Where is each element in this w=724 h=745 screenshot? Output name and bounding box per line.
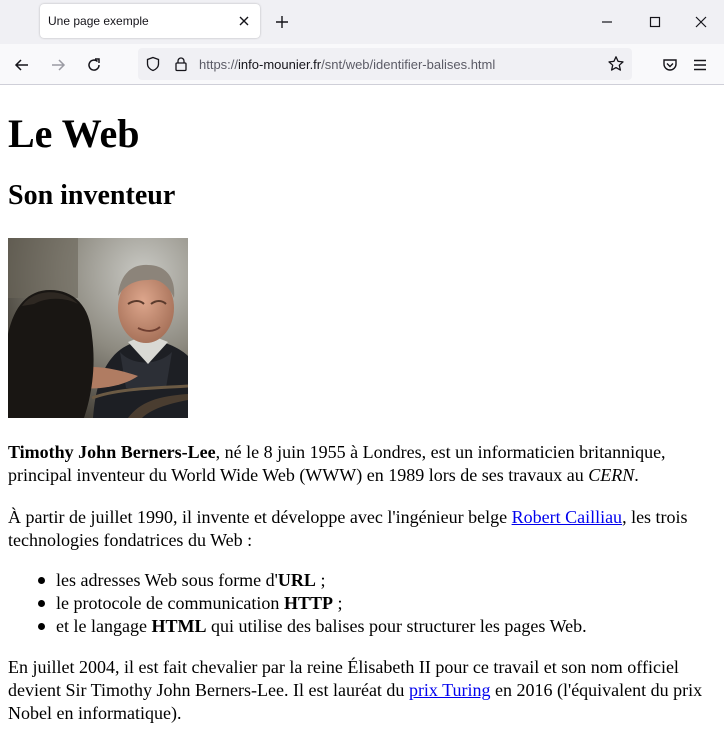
bio-text: , né le 8 juin 1955 à Londres, est un informaticien britannique, principal inventeur du World Wide Web (WWW) en 1989 lors de ses travaux au bbox=[8, 442, 666, 485]
person-name: Timothy John Berners-Lee bbox=[8, 442, 216, 462]
tab-title: Une page exemple bbox=[48, 14, 149, 28]
url-host: info-mounier.fr bbox=[238, 57, 322, 72]
list-item-end: ; bbox=[332, 593, 343, 613]
address-bar[interactable] bbox=[138, 48, 632, 80]
close-window-icon[interactable] bbox=[693, 14, 709, 30]
list-item bbox=[8, 592, 587, 615]
tech-intro: À partir de juillet 1990, il invente et développe avec l'ingénieur belge bbox=[8, 507, 512, 527]
close-tab-icon[interactable] bbox=[236, 13, 252, 29]
url-path: /snt/web/identifier-balises.html bbox=[321, 57, 496, 72]
technologies-list bbox=[8, 569, 587, 638]
link-prix-turing[interactable]: prix Turing bbox=[408, 680, 491, 700]
list-item-text: le protocole de communication bbox=[56, 593, 284, 613]
active-tab[interactable] bbox=[40, 4, 260, 38]
tab-bar bbox=[0, 0, 724, 44]
navigation-bar bbox=[0, 44, 724, 85]
list-item-bold: HTTP bbox=[283, 593, 333, 613]
paragraph-bio bbox=[8, 441, 718, 487]
back-icon[interactable] bbox=[13, 56, 31, 74]
forward-icon[interactable] bbox=[49, 56, 67, 74]
photo-illustration bbox=[8, 238, 188, 418]
list-item-end: ; bbox=[315, 570, 326, 590]
paragraph-knighthood bbox=[8, 656, 718, 725]
maximize-icon[interactable] bbox=[647, 14, 663, 30]
section-heading: Son inventeur bbox=[8, 180, 176, 211]
list-item bbox=[8, 569, 587, 592]
list-item-bold: HTML bbox=[151, 616, 207, 636]
tech-intro-end: , les trois technologies fondatrices du Web : bbox=[8, 507, 688, 550]
new-tab-icon[interactable] bbox=[274, 14, 290, 30]
inventor-photo bbox=[8, 238, 188, 418]
knighthood-text: En juillet 2004, il est fait chevalier par la reine Élisabeth II pour ce travail et son nom officiel devient Sir Timothy John Berners-Lee. Il est lauréat du bbox=[8, 657, 679, 700]
list-item-text: les adresses Web sous forme d' bbox=[56, 570, 278, 590]
lock-icon[interactable] bbox=[173, 56, 189, 72]
org-name: CERN bbox=[588, 465, 635, 485]
page-title: Le Web bbox=[8, 111, 140, 156]
link-robert-cailliau[interactable]: Robert Cailliau bbox=[511, 507, 623, 527]
bookmark-star-icon[interactable] bbox=[607, 55, 625, 73]
menu-icon[interactable] bbox=[691, 56, 709, 74]
bio-end: . bbox=[634, 465, 639, 485]
url-text[interactable] bbox=[199, 57, 495, 72]
list-item-bold: URL bbox=[277, 570, 316, 590]
list-item-end: qui utilise des balises pour structurer les pages Web. bbox=[206, 616, 587, 636]
reload-icon[interactable] bbox=[85, 56, 103, 74]
paragraph-technologies bbox=[8, 506, 718, 552]
knighthood-end: en 2016 (l'équivalent du prix Nobel en informatique). bbox=[8, 680, 703, 723]
list-item bbox=[8, 615, 587, 638]
url-scheme: https:// bbox=[199, 57, 239, 72]
minimize-icon[interactable] bbox=[599, 14, 615, 30]
pocket-icon[interactable] bbox=[661, 56, 679, 74]
list-item-text: et le langage bbox=[56, 616, 152, 636]
shield-icon[interactable] bbox=[145, 56, 161, 72]
